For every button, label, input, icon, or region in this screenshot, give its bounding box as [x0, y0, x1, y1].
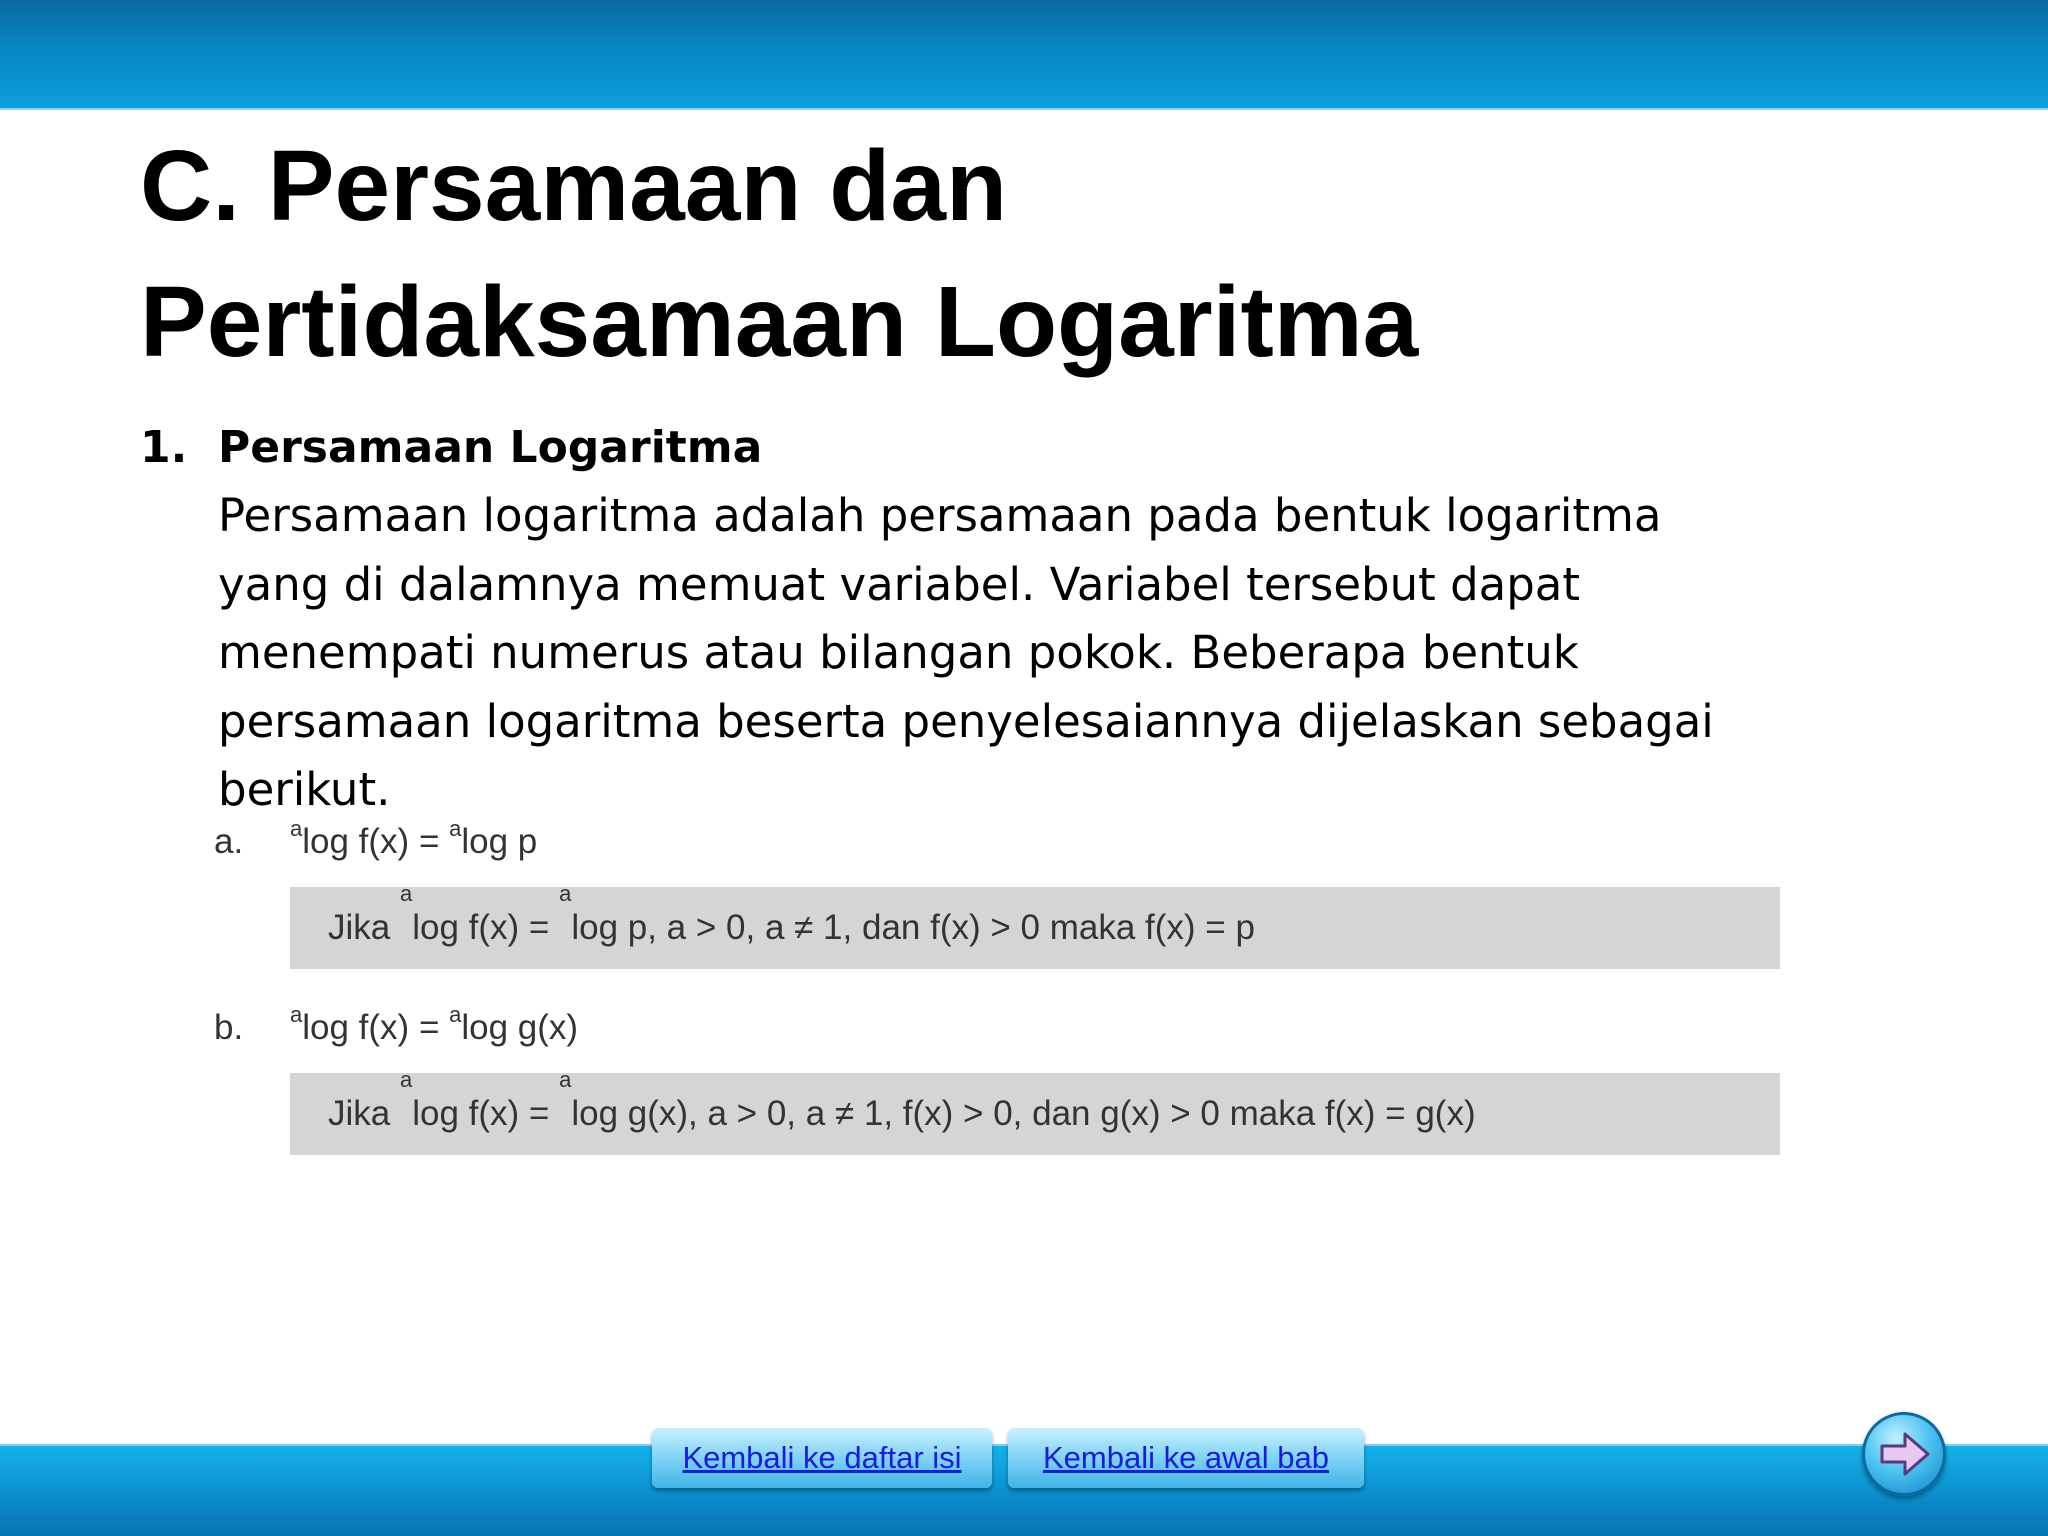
body-line: yang di dalamnya memuat variabel. Variabel tersebut dapat: [218, 557, 1581, 611]
formula-b-label: $^a$log f(x) = $^a$log g(x): [290, 1002, 579, 1047]
header-bar: [0, 0, 2048, 110]
item-number: 1.: [140, 422, 188, 473]
body-line: berikut.: [218, 763, 391, 816]
formula-b-letter: b.: [214, 1008, 244, 1047]
next-slide-button[interactable]: [1862, 1412, 1946, 1496]
title-line-1: C. Persamaan dan: [140, 130, 1008, 242]
item-heading: Persamaan Logaritma: [218, 422, 763, 473]
body-line: Persamaan logaritma adalah persamaan pada bentuk logaritma: [218, 489, 1662, 542]
formula-a-label: $^a$log f(x) = $^a$log p: [290, 816, 538, 861]
arrow-right-icon: [1879, 1431, 1931, 1477]
title-line-2: Pertidaksamaan Logaritma: [140, 266, 1419, 378]
body-line: persamaan logaritma beserta penyelesaiannya dijelaskan sebagai: [218, 694, 1714, 748]
item-body: [218, 482, 1758, 825]
formula-a-letter: a.: [214, 822, 244, 861]
page-title: [140, 118, 1840, 390]
back-to-toc-button[interactable]: Kembali ke daftar isi: [652, 1428, 992, 1488]
formula-b-rule-box: Jika $^a$log f(x) = $^a$log g(x), a > 0, a ≠ 1, f(x) > 0, dan g(x) > 0 maka f(x) = g(x): [290, 1073, 1780, 1155]
back-to-chapter-button[interactable]: Kembali ke awal bab: [1008, 1428, 1364, 1488]
body-line: menempati numerus atau bilangan pokok. Beberapa bentuk: [218, 626, 1579, 679]
formula-a-rule-box: Jika $^a$log f(x) = $^a$log p, a > 0, a ≠ 1, dan f(x) > 0 maka f(x) = p: [290, 887, 1780, 969]
